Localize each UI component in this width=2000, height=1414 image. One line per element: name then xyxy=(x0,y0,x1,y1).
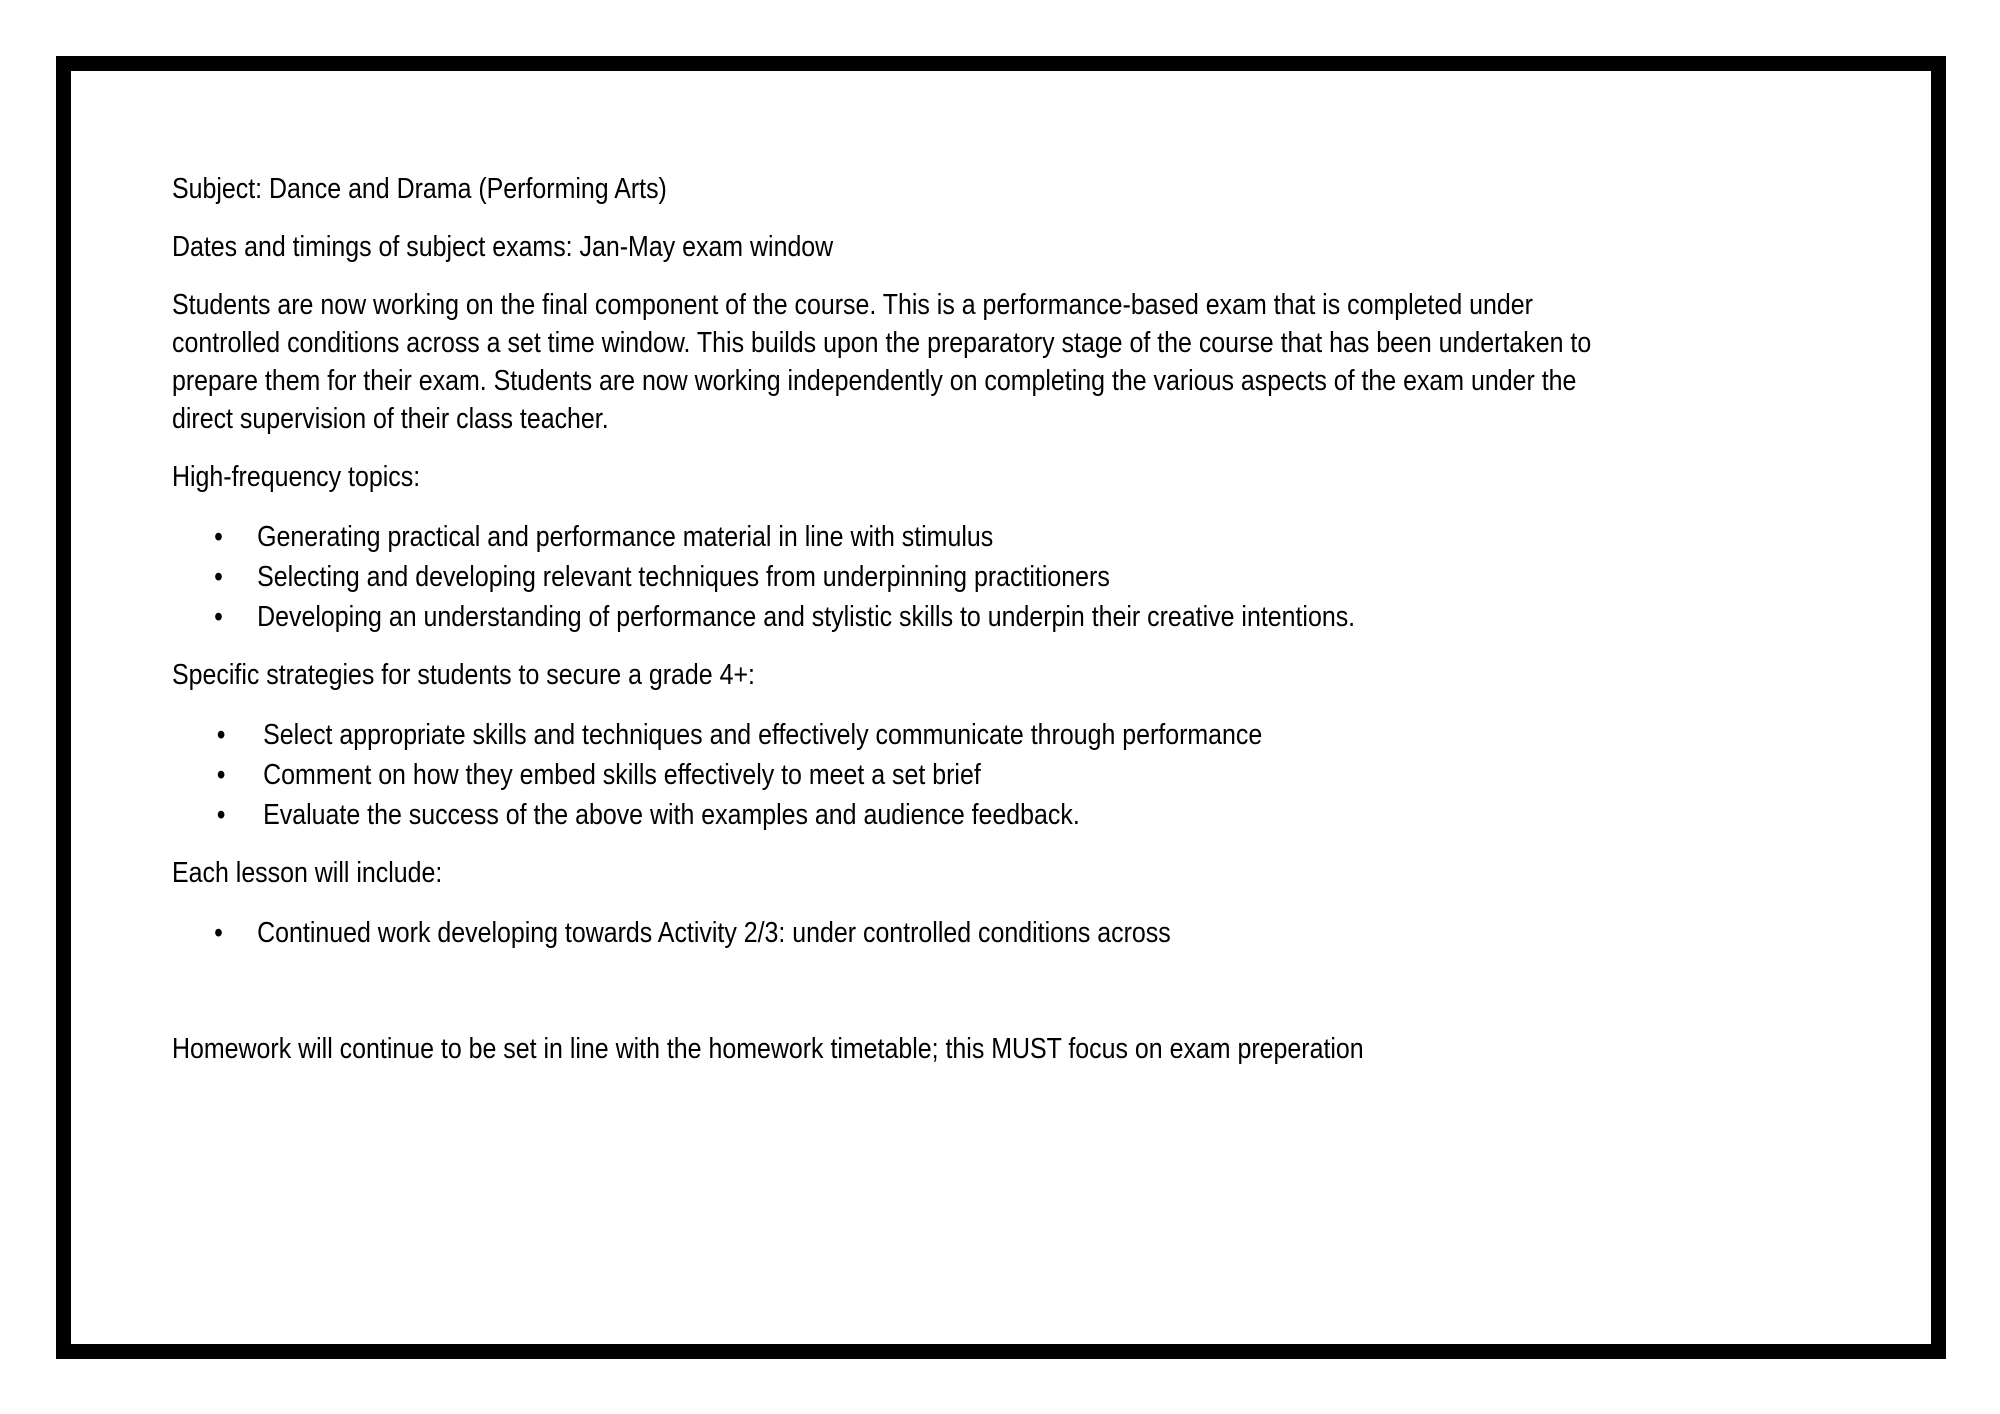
lesson-list xyxy=(172,914,1832,952)
bullet-icon: • xyxy=(214,917,223,949)
topics-list xyxy=(172,518,1832,636)
list-item-text: Developing an understanding of performance and stylistic skills to underpin their creative intentions. xyxy=(257,601,1356,633)
list-item-text: Generating practical and performance material in line with stimulus xyxy=(257,521,994,553)
homework-line: Homework will continue to be set in line with the homework timetable; this MUST focus on exam preperation xyxy=(172,1033,1364,1065)
list-item xyxy=(172,914,1832,952)
list-item xyxy=(172,756,1832,794)
intro-paragraph: Students are now working on the final component of the course. This is a performance-based exam that is completed under controlled conditions across a set time window. This builds upon the preparatory stage of the course that has been undertaken to prepare them for their exam. Students are now working independently on completing the various aspects of the exam under the direct supervision of their class teacher. xyxy=(172,289,1592,435)
topics-heading: High-frequency topics: xyxy=(172,461,421,493)
subject-line: Subject: Dance and Drama (Performing Arts) xyxy=(172,173,667,205)
list-item xyxy=(172,598,1832,636)
list-item xyxy=(172,796,1832,834)
bullet-icon: • xyxy=(214,561,223,593)
lesson-heading: Each lesson will include: xyxy=(172,857,443,889)
blank-line-spacer xyxy=(172,972,1832,1030)
strategies-list xyxy=(172,716,1832,834)
list-item-text: Continued work developing towards Activity 2/3: under controlled conditions across xyxy=(257,917,1171,949)
exam-dates-line: Dates and timings of subject exams: Jan-May exam window xyxy=(172,231,834,263)
bullet-icon: • xyxy=(216,719,226,751)
bullet-icon: • xyxy=(216,759,226,791)
list-item-text: Evaluate the success of the above with examples and audience feedback. xyxy=(263,799,1080,831)
list-item-text: Comment on how they embed skills effectively to meet a set brief xyxy=(263,759,981,791)
strategies-heading: Specific strategies for students to secure a grade 4+: xyxy=(172,659,755,691)
list-item-text: Selecting and developing relevant techniques from underpinning practitioners xyxy=(257,561,1110,593)
bullet-icon: • xyxy=(216,799,226,831)
bullet-icon: • xyxy=(214,601,223,633)
list-item-text: Select appropriate skills and techniques and effectively communicate through performance xyxy=(263,719,1263,751)
document-body xyxy=(172,170,1832,1088)
list-item xyxy=(172,716,1832,754)
list-item xyxy=(172,518,1832,556)
list-item xyxy=(172,558,1832,596)
bullet-icon: • xyxy=(214,521,223,553)
